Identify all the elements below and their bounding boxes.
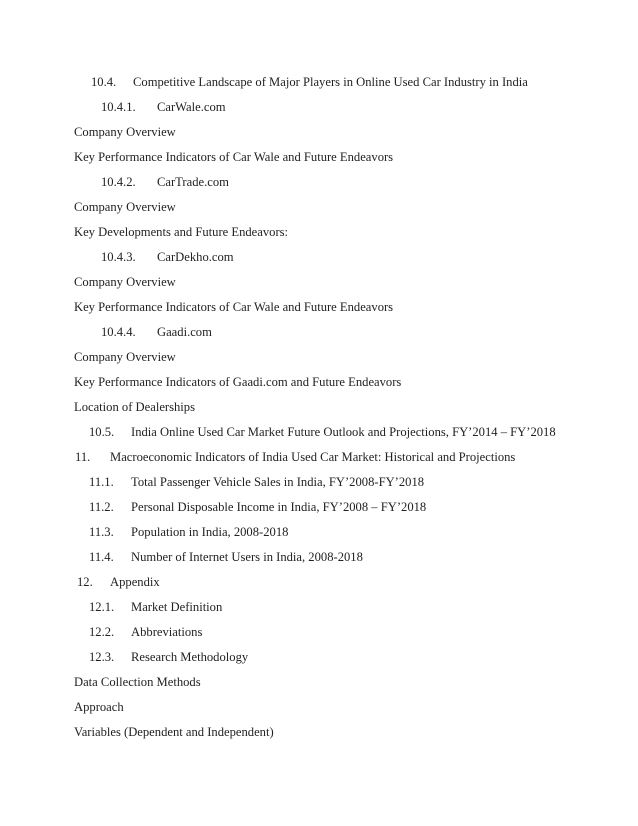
subheading-text: Company Overview [74, 200, 176, 214]
toc-subheading [74, 374, 401, 390]
section-title: CarTrade.com [157, 175, 229, 189]
section-title: Population in India, 2008-2018 [131, 525, 289, 539]
section-title: CarWale.com [157, 100, 226, 114]
subheading-text: Variables (Dependent and Independent) [74, 725, 274, 739]
toc-entry-10-4-3 [0, 249, 234, 265]
section-title: Market Definition [131, 600, 223, 614]
toc-subheading [74, 399, 195, 415]
subheading-text: Key Performance Indicators of Car Wale and Future Endeavors [74, 150, 394, 164]
toc-entry-12-1 [0, 599, 222, 615]
toc-entry-10-4-1 [0, 99, 226, 115]
toc-entry-10-5 [0, 424, 556, 440]
toc-subheading [74, 299, 393, 315]
toc-entry-11 [0, 449, 515, 465]
subheading-text: Key Developments and Future Endeavors: [74, 225, 289, 239]
subheading-text: Approach [74, 700, 124, 714]
toc-subheading [74, 199, 176, 215]
toc-entry-12-2 [0, 624, 202, 640]
section-number: 12.3. [89, 650, 115, 664]
toc-entry-11-1 [0, 474, 424, 490]
toc-entry-11-2 [0, 499, 426, 515]
toc-entry-10-4 [0, 74, 528, 90]
section-number: 12. [77, 575, 93, 589]
toc-subheading [74, 274, 176, 290]
toc-entry-11-4 [0, 549, 363, 565]
section-number: 11. [75, 450, 91, 464]
subheading-text: Location of Dealerships [74, 400, 195, 414]
section-title: Gaadi.com [157, 325, 212, 339]
section-number: 10.4.3. [101, 250, 136, 264]
subheading-text: Key Performance Indicators of Gaadi.com and Future Endeavors [74, 375, 402, 389]
section-number: 10.4.2. [101, 175, 136, 189]
section-number: 11.3. [89, 525, 114, 539]
subheading-text: Company Overview [74, 350, 176, 364]
subheading-text: Data Collection Methods [74, 675, 201, 689]
toc-subheading [74, 699, 124, 715]
subheading-text: Key Performance Indicators of Car Wale and Future Endeavors [74, 300, 394, 314]
toc-subheading [74, 724, 274, 740]
section-number: 10.4. [91, 75, 117, 89]
toc-entry-11-3 [0, 524, 288, 540]
section-number: 11.4. [89, 550, 114, 564]
toc-entry-12 [0, 574, 160, 590]
section-title: Total Passenger Vehicle Sales in India, FY’2008-FY’2018 [131, 475, 425, 489]
toc-entry-10-4-4 [0, 324, 212, 340]
section-number: 10.4.4. [101, 325, 136, 339]
section-title: Competitive Landscape of Major Players in Online Used Car Industry in India [133, 75, 528, 89]
section-number: 11.2. [89, 500, 114, 514]
toc-subheading [74, 349, 176, 365]
section-title: Number of Internet Users in India, 2008-2018 [131, 550, 363, 564]
section-title: Appendix [110, 575, 160, 589]
toc-subheading [74, 224, 288, 240]
section-title: CarDekho.com [157, 250, 234, 264]
section-number: 12.1. [89, 600, 115, 614]
section-title: Abbreviations [131, 625, 203, 639]
toc-subheading [74, 149, 393, 165]
section-number: 10.4.1. [101, 100, 136, 114]
toc-entry-10-4-2 [0, 174, 229, 190]
subheading-text: Company Overview [74, 275, 176, 289]
section-title: Macroeconomic Indicators of India Used Car Market: Historical and Projections [110, 450, 516, 464]
section-title: Personal Disposable Income in India, FY’2008 – FY’2018 [131, 500, 427, 514]
toc-subheading [74, 124, 176, 140]
subheading-text: Company Overview [74, 125, 176, 139]
section-number: 10.5. [89, 425, 115, 439]
toc-subheading [74, 674, 201, 690]
toc-entry-12-3 [0, 649, 248, 665]
section-title: India Online Used Car Market Future Outlook and Projections, FY’2014 – FY’2018 [131, 425, 556, 439]
section-title: Research Methodology [131, 650, 249, 664]
section-number: 12.2. [89, 625, 115, 639]
section-number: 11.1. [89, 475, 114, 489]
